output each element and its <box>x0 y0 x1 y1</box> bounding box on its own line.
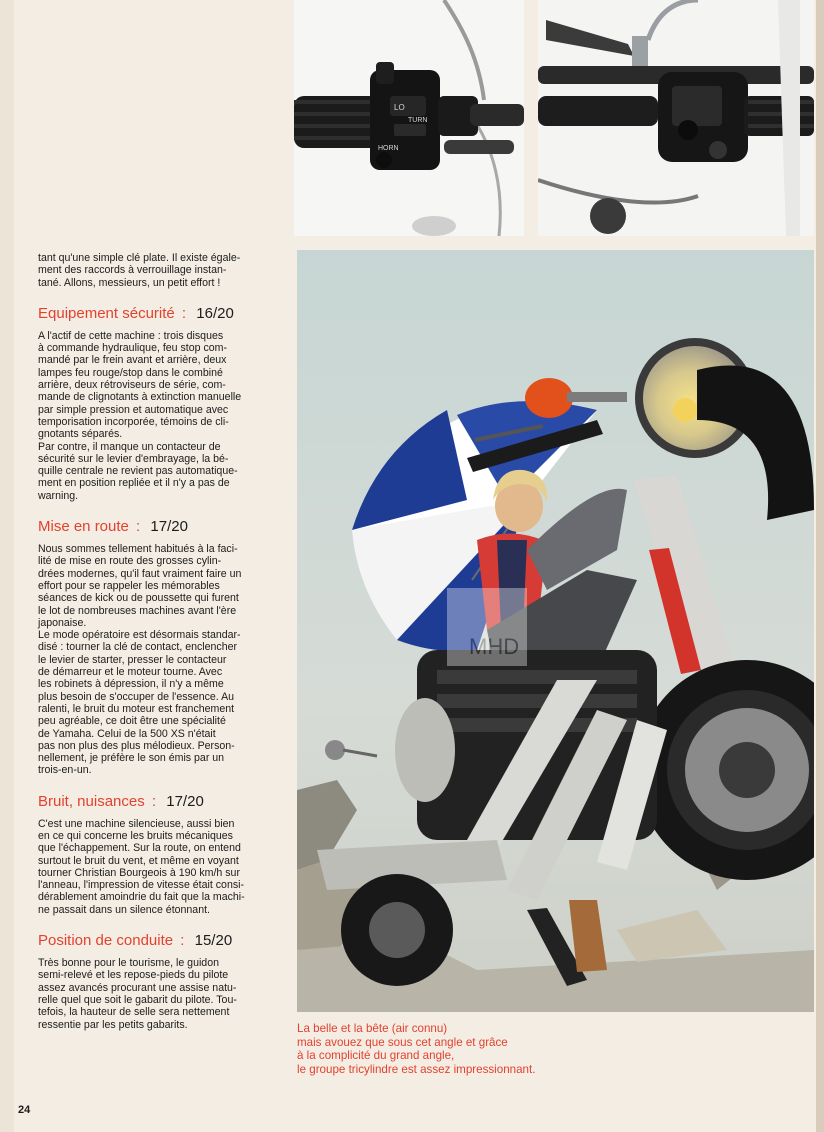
text-line: drées modernes, qu'il faut vraiment faire un <box>38 567 242 580</box>
switch-label-lo: LO <box>394 103 405 112</box>
photo-motorcycle-woman-umbrella <box>297 250 814 1012</box>
text-line: effort pour se rappeler les mémorables <box>38 579 220 592</box>
text-line: quille centrale ne revient pas automatique- <box>38 465 238 478</box>
text-line: le levier de starter, presser le contacteur <box>38 653 227 666</box>
section-body <box>38 543 274 777</box>
text-line: par simple pression et automatique avec <box>38 403 229 416</box>
text-line: à commande hydraulique, feu stop com- <box>38 342 228 355</box>
text-line: ressentie par les petits gabarits. <box>38 1018 188 1031</box>
text-line: surtout le bruit du vent, et même en voyant <box>38 854 239 867</box>
text-line: trois-en-un. <box>38 764 92 777</box>
section-body <box>38 330 274 502</box>
text-line: le lot de nombreuses machines avant l'ère <box>38 604 237 617</box>
caption-line: mais avouez que sous cet angle et grâce <box>297 1035 508 1049</box>
photo-right-handlebar-switch <box>538 0 814 236</box>
text-line: ment en position repliée et il n'y a pas de <box>38 477 230 490</box>
section-title: Equipement sécurité <box>38 304 175 322</box>
text-line: lité de mise en route des grosses cylin- <box>38 555 222 568</box>
section-heading-equipement-securite: Equipement sécurité : 16/20 <box>38 304 234 322</box>
text-line: en ce qui concerne les bruits mécaniques <box>38 829 233 842</box>
caption-line: à la complicité du grand angle, <box>297 1049 455 1063</box>
text-line: de démarreur et le moteur tourne. Avec <box>38 666 223 679</box>
intro-paragraph <box>38 252 274 289</box>
text-line: Très bonne pour le tourisme, le guidon <box>38 957 219 970</box>
text-line: tefois, la hauteur de selle sera nettement <box>38 1006 230 1019</box>
text-line: ment des raccords à verrouillage instan- <box>38 264 227 277</box>
text-line: ralenti, le bruit du moteur est franchement <box>38 702 235 715</box>
text-line: Nous sommes tellement habitués à la faci- <box>38 543 238 556</box>
page-gutter <box>0 0 14 1132</box>
text-line: temporisation incorporée, témoins de cli- <box>38 415 229 428</box>
section-heading-bruit-nuisances: Bruit, nuisances : 17/20 <box>38 792 204 810</box>
text-line: ne passait dans un silence étonnant. <box>38 903 210 916</box>
text-line: gnotants séparés. <box>38 428 123 441</box>
text-line: de Yamaha. Celui de la 500 XS n'était <box>38 727 216 740</box>
text-line: Le mode opératoire est désormais standar- <box>38 629 241 642</box>
section-heading-mise-en-route: Mise en route : 17/20 <box>38 518 188 536</box>
section-score: 16/20 <box>196 304 234 322</box>
text-line: semi-relevé et les repose-pieds du pilote <box>38 969 229 982</box>
text-line: nellement, je préfère le son émis par un <box>38 752 225 765</box>
section-score: 15/20 <box>194 932 233 950</box>
text-line: mande de clignotants à extinction manuelle <box>38 391 242 404</box>
photo-caption <box>297 1022 727 1076</box>
section-title: Bruit, nuisances <box>38 792 145 810</box>
text-line: l'anneau, l'impression de vitesse était consi- <box>38 879 245 892</box>
section-score: 17/20 <box>150 518 188 536</box>
text-line: pas non plus des plus mélodieux. Person- <box>38 739 235 752</box>
text-line: C'est une machine silencieuse, aussi bien <box>38 817 235 830</box>
text-line: dérablement amoindrie du fait que la machi- <box>38 891 245 904</box>
section-title: Position de conduite <box>38 932 174 950</box>
text-line: japonaise. <box>38 616 87 629</box>
watermark-text: MHD <box>469 634 520 659</box>
text-line: tané. Allons, messieurs, un petit effort ! <box>38 276 221 289</box>
watermark-logo <box>447 588 527 666</box>
text-line: séances de kick ou de poussette qui furent <box>38 592 239 605</box>
text-line: disé : tourner la clé de contact, enclencher <box>38 641 238 654</box>
text-line: les robinets à dépression, il n'y a même <box>38 678 224 691</box>
section-body <box>38 818 274 916</box>
text-line: relle quel que soit le gabarit du pilote. Tou- <box>38 993 237 1006</box>
section-score: 17/20 <box>166 792 204 810</box>
text-line: A l'actif de cette machine : trois disques <box>38 329 224 342</box>
section-body <box>38 957 274 1031</box>
text-line: lampes feu rouge/stop dans le combiné <box>38 366 223 379</box>
switch-label-horn: HORN <box>378 145 399 152</box>
switch-label-turn: TURN <box>408 117 428 124</box>
text-line: assez avancés procurant une assise natu- <box>38 981 237 994</box>
text-line: sécurité sur le levier d'embrayage, la bé- <box>38 452 229 465</box>
text-line: warning. <box>38 489 79 502</box>
photo-left-handlebar-switch <box>294 0 524 236</box>
page-number: 24 <box>18 1104 31 1116</box>
article-column <box>38 252 274 1031</box>
caption-line: La belle et la bête (air connu) <box>297 1022 448 1035</box>
section-heading-position-de-conduite: Position de conduite : 15/20 <box>38 932 233 950</box>
caption-line: le groupe tricylindre est assez impressionnant. <box>297 1062 536 1076</box>
text-line: tant qu'une simple clé plate. Il existe égale- <box>38 252 241 264</box>
text-line: Par contre, il manque un contacteur de <box>38 440 221 453</box>
text-line: tourner Christian Bourgeois à 190 km/h sur <box>38 866 240 879</box>
text-line: que l'échappement. Sur la route, on entend <box>38 842 241 855</box>
text-line: peu agréable, ce doit être une spécialité <box>38 715 226 728</box>
page-edge <box>816 0 824 1132</box>
text-line: mandé par le frein avant et arrière, deux <box>38 354 227 367</box>
text-line: plus besoin de s'occuper de l'essence. Au <box>38 690 235 703</box>
section-title: Mise en route <box>38 518 129 536</box>
text-line: arrière, deux rétroviseurs de série, com- <box>38 379 226 392</box>
